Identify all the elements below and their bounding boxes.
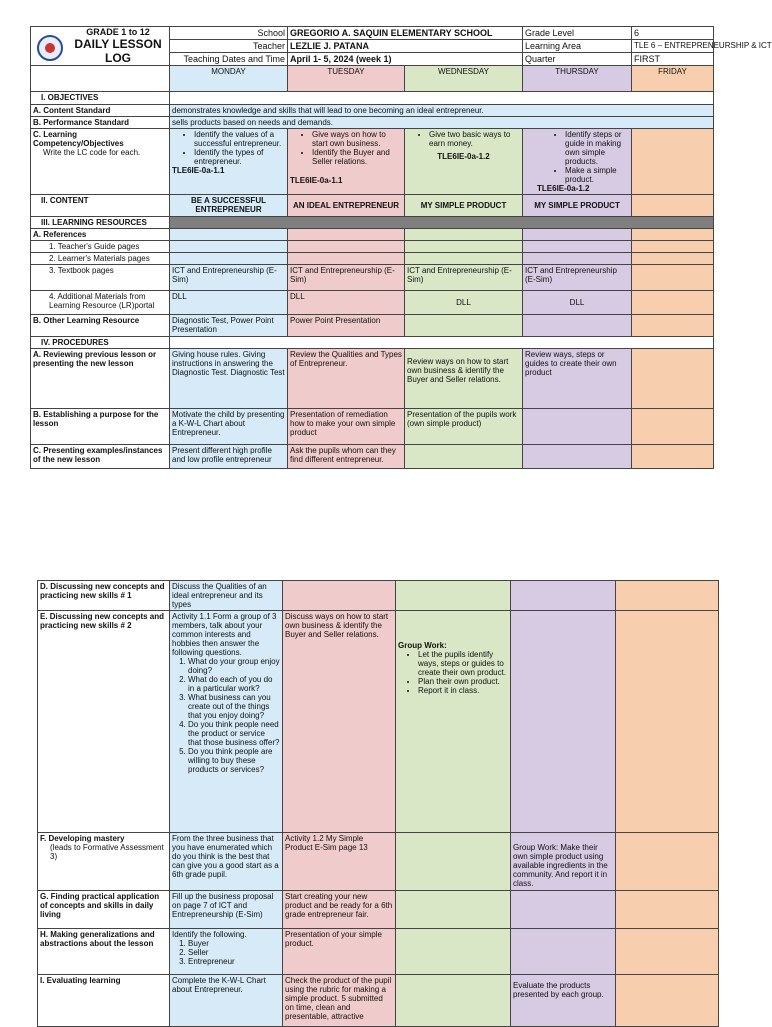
list-item: • Identify steps or guide in making own simple products.: [565, 130, 629, 166]
lc-code-monday: TLE6IE-0a-1.1: [172, 166, 225, 175]
day-header-wednesday: WEDNESDAY: [405, 66, 523, 92]
day-header-tuesday: TUESDAY: [288, 66, 405, 92]
proc-d-label: D. Discussing new concepts and practicing new skills # 1: [38, 581, 170, 611]
proc-a-tuesday: Review the Qualities and Types of Entrepreneur.: [288, 349, 405, 409]
list-item: • Identify the Buyer and Seller relations.: [312, 148, 402, 166]
proc-e-label: E. Discussing new concepts and practicing new skills # 2: [38, 611, 170, 833]
proc-g-monday: Fill up the business proposal on page 7 of ICT and Entrepreneurship (E-Sim): [170, 891, 283, 929]
cell-empty: [283, 581, 396, 611]
list-item: 3. Entrepreneur: [188, 957, 280, 966]
cell-empty: [511, 929, 616, 975]
procedures-heading: IV. PROCEDURES: [31, 337, 170, 349]
cell-empty: [616, 891, 719, 929]
cell-empty: [396, 929, 511, 975]
cell-empty: [396, 833, 511, 891]
grade-level-label: Grade Level: [523, 27, 632, 40]
textbook-label: 3. Textbook pages: [31, 265, 170, 291]
proc-f-thursday: Group Work: Make their own simple product using available ingredients in the community. And report it in class.: [511, 833, 616, 891]
cell-empty: [632, 241, 714, 253]
proc-i-monday: Complete the K-W-L Chart about Entrepreneur.: [170, 975, 283, 1027]
learning-area-label: Learning Area: [523, 40, 632, 53]
content-label: II. CONTENT: [31, 195, 170, 217]
list-item: • Make a simple product.: [565, 166, 629, 184]
proc-c-monday: Present different high profile and low profile entrepreneur: [170, 445, 288, 469]
other-resources-monday: Diagnostic Test, Power Point Presentation: [170, 315, 288, 337]
cell-empty: [511, 581, 616, 611]
additional-materials-tuesday: DLL: [288, 291, 405, 315]
cell-empty: [616, 581, 719, 611]
day-header-thursday: THURSDAY: [523, 66, 632, 92]
cell-empty: [396, 891, 511, 929]
proc-f-tuesday: Activity 1.2 My Simple Product E-Sim page 13: [283, 833, 396, 891]
list-item: • Plan their own product.: [418, 677, 508, 686]
quarter-label: Quarter: [523, 53, 632, 66]
learning-competency-label-cell: [31, 129, 170, 195]
list-item: 4. Do you think people need the product or service that those business offer?: [188, 720, 280, 747]
cell-empty: [632, 253, 714, 265]
content-thursday: MY SIMPLE PRODUCT: [523, 195, 632, 217]
list-item: 5. Do you think people are willing to buy these products or services?: [188, 747, 280, 774]
cell-empty: [616, 975, 719, 1027]
proc-a-thursday: Review ways, steps or guides to create their own product: [523, 349, 632, 409]
proc-c-label: C. Presenting examples/instances of the new lesson: [31, 445, 170, 469]
list-item: 1. What do your group enjoy doing?: [188, 657, 280, 675]
cell-empty: [632, 349, 714, 409]
proc-f-monday: From the three business that you have enumerated which do you think is the best that can give you a good start as a 6th grade pupil.: [170, 833, 283, 891]
day-header-friday: FRIDAY: [632, 66, 714, 92]
learning-area-value: TLE 6 – ENTREPRENEURSHIP & ICT: [632, 40, 714, 53]
grade-level-value: 6: [632, 27, 714, 40]
cell-empty: [511, 611, 616, 833]
procedures-heading-fill: [170, 337, 714, 349]
performance-standard-value: sells products based on needs and demands.: [170, 117, 714, 129]
dates-label: Teaching Dates and Time: [170, 53, 288, 66]
proc-h-tuesday: Presentation of your simple product.: [283, 929, 396, 975]
lc-wednesday: [405, 129, 523, 195]
cell-empty: [170, 253, 288, 265]
cell-empty: [632, 291, 714, 315]
learners-materials-label: 2. Learner's Materials pages: [31, 253, 170, 265]
teacher-name: LEZLIE J. PATANA: [288, 40, 523, 53]
content-monday: BE A SUCCESSFUL ENTREPRENEUR: [170, 195, 288, 217]
proc-d-monday: Discuss the Qualities of an ideal entrepreneur and its types: [170, 581, 283, 611]
cell-empty: [523, 445, 632, 469]
content-standard-label: A. Content Standard: [31, 105, 170, 117]
additional-materials-monday: DLL: [170, 291, 288, 315]
proc-f-label: F. Developing mastery: [40, 834, 125, 843]
proc-b-wednesday: Presentation of the pupils work (own simple product): [405, 409, 523, 445]
lc-thursday: [523, 129, 632, 195]
cell-empty: [523, 409, 632, 445]
lc-tuesday: [288, 129, 405, 195]
learning-competency-sub: Write the LC code for each.: [43, 148, 141, 157]
list-item: • Report it in class.: [418, 686, 508, 695]
cell-empty: [405, 229, 523, 241]
cell-empty: [523, 241, 632, 253]
cell-empty: [405, 253, 523, 265]
cell-empty: [405, 445, 523, 469]
cell-empty: [170, 229, 288, 241]
proc-e-wednesday: [396, 611, 511, 833]
content-wednesday: MY SIMPLE PRODUCT: [405, 195, 523, 217]
learning-competency-label: C. Learning Competency/Objectives: [33, 130, 124, 148]
proc-e-monday-intro: Activity 1.1 Form a group of 3 members, talk about your common interests and hobbies then answer the following questions.: [172, 612, 277, 657]
proc-a-wednesday: Review ways on how to start own business & identify the Buyer and Seller relations.: [405, 349, 523, 409]
resources-heading: III. LEARNING RESOURCES: [31, 217, 170, 229]
proc-i-thursday: Evaluate the products presented by each group.: [511, 975, 616, 1027]
proc-a-monday: Giving house rules. Giving instructions in answering the Diagnostic Test. Diagnostic Test: [170, 349, 288, 409]
cell-empty: [288, 229, 405, 241]
proc-b-label: B. Establishing a purpose for the lesson: [31, 409, 170, 445]
list-item: 3. What business can you create out of the things that you enjoy doing?: [188, 693, 280, 720]
list-item: • Give two basic ways to earn money.: [429, 130, 520, 148]
cell-empty: [616, 611, 719, 833]
additional-materials-label: 4. Additional Materials from Learning Resource (LR)portal: [31, 291, 170, 315]
proc-f-label-cell: [38, 833, 170, 891]
school-name: GREGORIO A. SAQUIN ELEMENTARY SCHOOL: [288, 27, 523, 40]
deped-seal-icon: [37, 35, 63, 61]
cell-empty: [396, 975, 511, 1027]
proc-b-monday: Motivate the child by presenting a K-W-L Chart about Entrepreneur.: [170, 409, 288, 445]
teacher-label: Teacher: [170, 40, 288, 53]
proc-i-tuesday: Check the product of the pupil using the rubric for making a simple product. 5 submitted on time, clean and presentable, attractive: [283, 975, 396, 1027]
proc-b-tuesday: Presentation of remediation how to make your own simple product: [288, 409, 405, 445]
textbook-wednesday: ICT and Entrepreneurship (E-Sim): [405, 265, 523, 291]
quarter-value: FIRST: [632, 53, 714, 66]
proc-g-tuesday: Start creating your new product and be ready for a 6th grade entrepreneur fair.: [283, 891, 396, 929]
cell-empty: [523, 253, 632, 265]
list-item: • Let the pupils identify ways, steps or guides to create their own product.: [418, 650, 508, 677]
proc-c-tuesday: Ask the pupils whom can they find different entrepreneur.: [288, 445, 405, 469]
cell-empty: [396, 581, 511, 611]
proc-h-label: H. Making generalizations and abstractions about the lesson: [38, 929, 170, 975]
list-item: 1. Buyer: [188, 939, 280, 948]
lc-code-thursday: TLE6IE-0a-1.2: [537, 184, 590, 193]
references-label: A. References: [31, 229, 170, 241]
day-header-monday: MONDAY: [170, 66, 288, 92]
cell-empty: [511, 891, 616, 929]
cell-empty: [616, 833, 719, 891]
resources-heading-bar: [170, 217, 714, 229]
additional-materials-wednesday: DLL: [405, 291, 523, 315]
proc-g-label: G. Finding practical application of concepts and skills in daily living: [38, 891, 170, 929]
lc-monday: [170, 129, 288, 195]
cell-empty: [405, 241, 523, 253]
proc-e-tuesday: Discuss ways on how to start own business & identify the Buyer and Seller relations.: [283, 611, 396, 833]
performance-standard-label: B. Performance Standard: [31, 117, 170, 129]
list-item: • Identify the values of a successful entrepreneur.: [194, 130, 285, 148]
objectives-heading-fill: [170, 92, 714, 105]
cell-empty: [523, 315, 632, 337]
cell-empty: [632, 409, 714, 445]
cell-empty: [632, 229, 714, 241]
cell-empty: [405, 315, 523, 337]
cell-empty: [523, 229, 632, 241]
textbook-tuesday: ICT and Entrepreneurship (E-Sim): [288, 265, 405, 291]
content-friday: [632, 195, 714, 217]
list-item: 2. Seller: [188, 948, 280, 957]
lesson-log-table-bottom: [37, 580, 719, 1027]
textbook-thursday: ICT and Entrepreneurship (E-Sim): [523, 265, 632, 291]
cell-empty: [632, 445, 714, 469]
proc-a-label: A. Reviewing previous lesson or presenting the new lesson: [31, 349, 170, 409]
lc-code-wednesday: TLE6IE-0a-1.2: [437, 152, 490, 161]
content-standard-value: demonstrates knowledge and skills that will lead to one becoming an ideal entrepreneur.: [170, 105, 714, 117]
lc-code-tuesday: TLE6IE-0a-1.1: [290, 176, 343, 185]
list-item: • Give ways on how to start own business.: [312, 130, 402, 148]
additional-materials-thursday: DLL: [523, 291, 632, 315]
proc-e-wednesday-title: Group Work:: [398, 641, 447, 650]
cell-empty: [632, 265, 714, 291]
day-header-blank: [31, 66, 170, 92]
lesson-log-table-top: [30, 26, 772, 469]
teaching-dates: April 1- 5, 2024 (week 1): [288, 53, 523, 66]
list-item: 2. What do each of you do in a particular work?: [188, 675, 280, 693]
proc-h-monday-intro: Identify the following.: [172, 930, 247, 939]
proc-h-monday: [170, 929, 283, 975]
document-title: DAILY LESSON LOG: [74, 37, 162, 65]
content-tuesday: AN IDEAL ENTREPRENEUR: [288, 195, 405, 217]
list-item: • Identify the types of entrepreneur.: [194, 148, 285, 166]
objectives-heading: I. OBJECTIVES: [31, 92, 170, 105]
school-label: School: [170, 27, 288, 40]
cell-empty: [288, 253, 405, 265]
proc-f-sub: (leads to Formative Assessment 3): [50, 843, 164, 861]
header-title-block: [31, 27, 170, 66]
grade-range: GRADE 1 to 12: [86, 27, 150, 37]
other-resources-tuesday: Power Point Presentation: [288, 315, 405, 337]
lc-friday: [632, 129, 714, 195]
proc-i-label: I. Evaluating learning: [38, 975, 170, 1027]
teachers-guide-label: 1. Teacher's Guide pages: [31, 241, 170, 253]
cell-empty: [632, 315, 714, 337]
proc-e-monday: [170, 611, 283, 833]
cell-empty: [616, 929, 719, 975]
cell-empty: [170, 241, 288, 253]
cell-empty: [288, 241, 405, 253]
other-resources-label: B. Other Learning Resource: [31, 315, 170, 337]
textbook-monday: ICT and Entrepreneurship (E-Sim): [170, 265, 288, 291]
